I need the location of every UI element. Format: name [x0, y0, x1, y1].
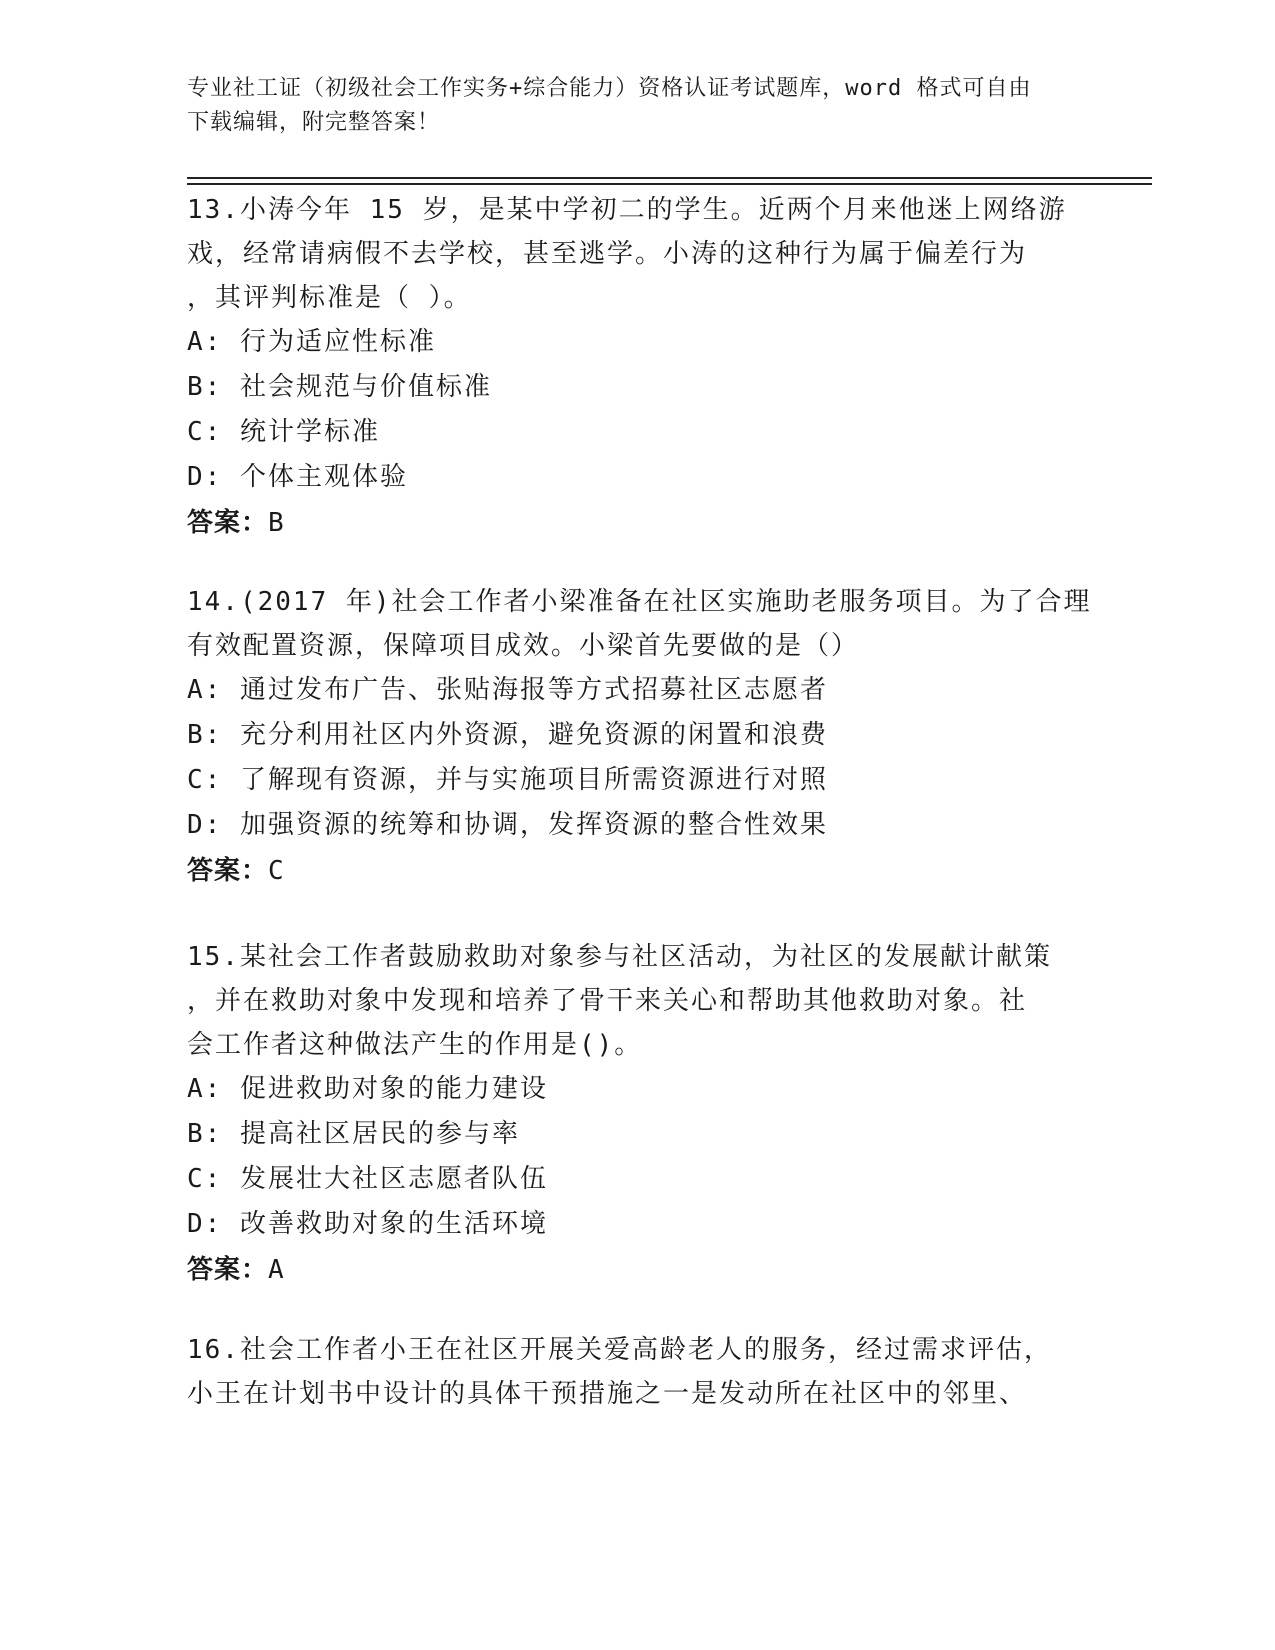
option-c: C: 统计学标准 [187, 417, 380, 447]
question-text-line: ，其评判标准是（ ）。 [187, 283, 472, 313]
option-b: B: 社会规范与价值标准 [187, 372, 492, 402]
question-13 [187, 188, 1107, 546]
question-text-line: 16.社会工作者小王在社区开展关爱高龄老人的服务，经过需求评估， [187, 1335, 1052, 1365]
option-d: D: 加强资源的统筹和协调，发挥资源的整合性效果 [187, 810, 828, 840]
answer-label: 答案： [187, 508, 269, 538]
question-text-line: 13.小涛今年 15 岁，是某中学初二的学生。近两个月来他迷上网络游 [187, 195, 1067, 225]
header-line-1: 专业社工证（初级社会工作实务+综合能力）资格认证考试题库，word 格式可自由 [187, 76, 1032, 101]
option-d: D: 改善救助对象的生活环境 [187, 1209, 548, 1239]
header-divider-top [187, 177, 1152, 179]
question-14 [187, 580, 1107, 894]
option-b: B: 提高社区居民的参与率 [187, 1119, 520, 1149]
question-text-line: 15.某社会工作者鼓励救助对象参与社区活动，为社区的发展献计献策 [187, 942, 1052, 972]
option-d: D: 个体主观体验 [187, 462, 408, 492]
answer-label: 答案： [187, 1255, 269, 1285]
answer-value: A [268, 1255, 285, 1285]
option-a: A: 促进救助对象的能力建设 [187, 1074, 548, 1104]
option-c: C: 发展壮大社区志愿者队伍 [187, 1164, 548, 1194]
answer-value: C [268, 856, 285, 886]
question-text-line: ，并在救助对象中发现和培养了骨干来关心和帮助其他救助对象。社 [187, 986, 1028, 1016]
answer-label: 答案： [187, 856, 269, 886]
answer [187, 1247, 1107, 1293]
answer [187, 848, 1107, 894]
document-header [187, 72, 1087, 140]
question-text-line: 小王在计划书中设计的具体干预措施之一是发动所在社区中的邻里、 [187, 1379, 1028, 1409]
option-a: A: 通过发布广告、张贴海报等方式招募社区志愿者 [187, 675, 828, 705]
option-a: A: 行为适应性标准 [187, 327, 436, 357]
option-c: C: 了解现有资源，并与实施项目所需资源进行对照 [187, 765, 828, 795]
question-text-line: 有效配置资源，保障项目成效。小梁首先要做的是（） [187, 631, 860, 661]
question-16 [187, 1328, 1107, 1416]
header-divider-bottom [187, 183, 1152, 185]
question-text-line: 14.(2017 年)社会工作者小梁准备在社区实施助老服务项目。为了合理 [187, 587, 1092, 617]
header-line-2: 下载编辑，附完整答案！ [187, 110, 441, 135]
question-text-line: 戏，经常请病假不去学校，甚至逃学。小涛的这种行为属于偏差行为 [187, 239, 1028, 269]
answer-value: B [268, 508, 285, 538]
option-b: B: 充分利用社区内外资源，避免资源的闲置和浪费 [187, 720, 828, 750]
question-text-line: 会工作者这种做法产生的作用是()。 [187, 1030, 643, 1060]
question-15 [187, 935, 1107, 1293]
answer [187, 500, 1107, 546]
